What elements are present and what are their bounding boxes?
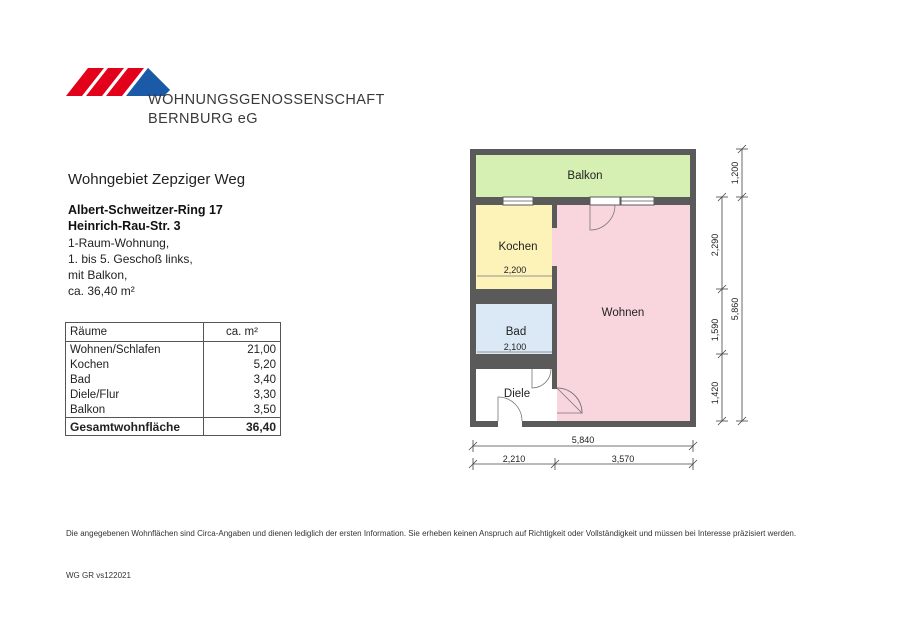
address-line1: Albert-Schweitzer-Ring 17 — [68, 203, 223, 217]
bad-width-dim: 2,100 — [503, 342, 527, 352]
room-size: 3,50 — [204, 402, 281, 418]
total-value: 36,40 — [204, 418, 281, 436]
wohnen-label: Wohnen — [601, 307, 645, 319]
total-width-dim: 5,840 — [571, 435, 595, 445]
room-name: Diele/Flur — [66, 387, 204, 402]
address-line2: Heinrich-Rau-Str. 3 — [68, 219, 181, 233]
balkon-depth-dim: 1,200 — [730, 161, 740, 185]
room-size: 5,20 — [204, 357, 281, 372]
table-row — [66, 387, 281, 402]
room-size: 3,40 — [204, 372, 281, 387]
detail-line: 1-Raum-Wohnung, — [68, 236, 170, 250]
disclaimer-text: Die angegebenen Wohnflächen sind Circa-Angaben und dienen lediglich der ersten Information. Sie erheben keinen Anspruch auf Richtigkeit oder Vollständigkeit und müssen bei Interesse präzisiert werden. — [66, 529, 797, 538]
header-room: Räume — [66, 323, 204, 342]
detail-line: mit Balkon, — [68, 268, 128, 282]
room-area-table — [65, 322, 281, 436]
bad-label: Bad — [505, 326, 527, 338]
room-name: Kochen — [66, 357, 204, 372]
depth-dim-1: 2,290 — [710, 233, 720, 257]
total-depth-dim: 5,860 — [730, 297, 740, 321]
total-label: Gesamtwohnfläche — [66, 418, 204, 436]
org-name-line1: WOHNUNGSGENOSSENSCHAFT — [148, 92, 385, 108]
depth-dim-2: 1,590 — [710, 318, 720, 342]
room-name: Wohnen/Schlafen — [66, 342, 204, 358]
header-size: ca. m² — [204, 323, 281, 342]
table-row — [66, 402, 281, 418]
balcony-door — [590, 197, 620, 205]
detail-line: ca. 36,40 m² — [68, 284, 135, 298]
room-size: 21,00 — [204, 342, 281, 358]
left-width-dim: 2,210 — [502, 454, 526, 464]
kochen-width-dim: 2,200 — [503, 265, 527, 275]
table-row — [66, 372, 281, 387]
right-width-dim: 3,570 — [611, 454, 635, 464]
kochen-label: Kochen — [498, 241, 538, 253]
balkon-label: Balkon — [567, 170, 603, 182]
residential-area-title: Wohngebiet Zepziger Weg — [68, 171, 246, 188]
table-row — [66, 342, 281, 358]
room-name: Bad — [66, 372, 204, 387]
depth-dim-3: 1,420 — [710, 381, 720, 405]
room-size: 3,30 — [204, 387, 281, 402]
version-code: WG GR vs122021 — [66, 571, 131, 580]
table-total-row — [66, 418, 281, 436]
table-row — [66, 357, 281, 372]
room-name: Balkon — [66, 402, 204, 418]
diele-label: Diele — [503, 388, 531, 400]
detail-line: 1. bis 5. Geschoß links, — [68, 252, 193, 266]
table-header-row — [66, 323, 281, 342]
floor-plan — [460, 145, 760, 475]
org-name-line2: BERNBURG eG — [148, 111, 258, 127]
